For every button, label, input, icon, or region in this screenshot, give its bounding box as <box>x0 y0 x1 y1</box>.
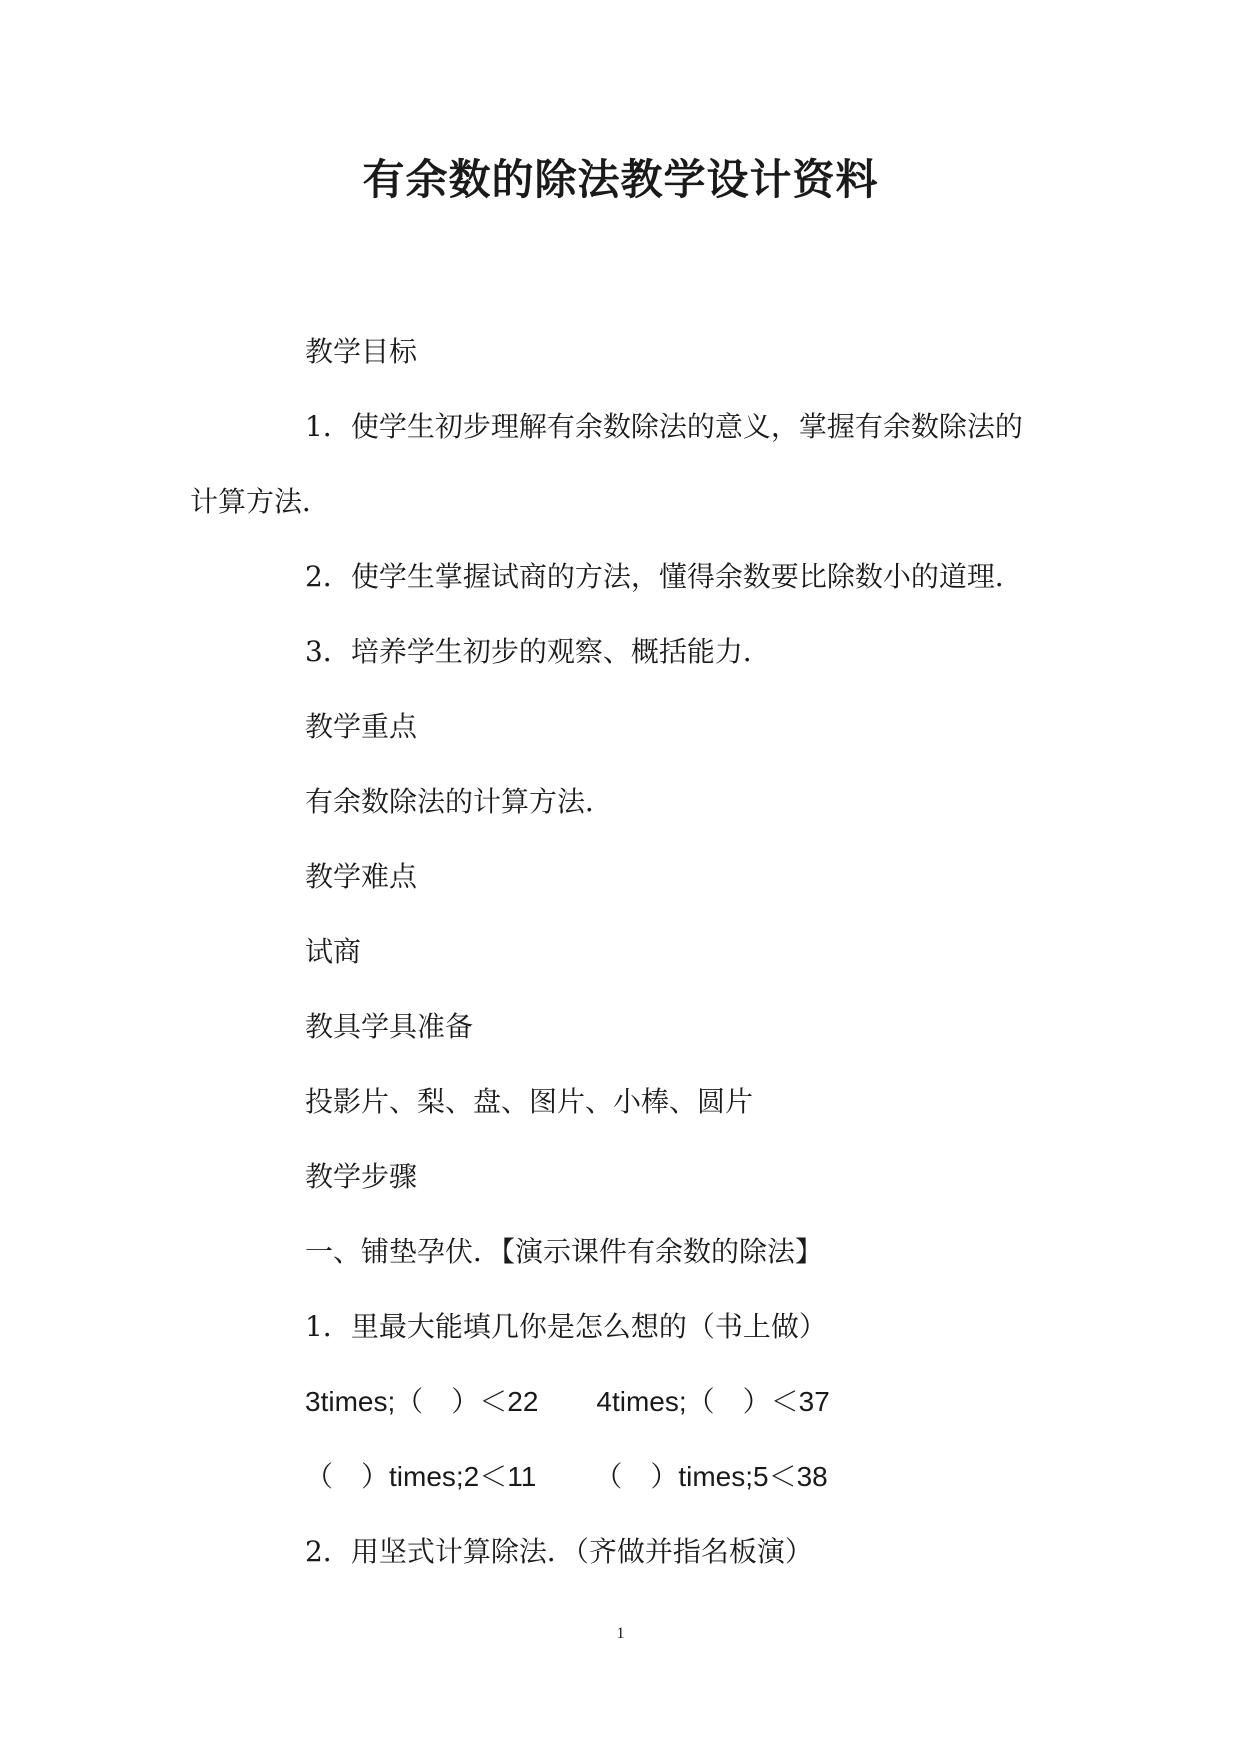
objective-2: 2．使学生掌握试商的方法，懂得余数要比除数小的道理． <box>305 560 1023 593</box>
exercise-row-1 <box>305 1382 830 1422</box>
materials-text: 投影片、梨、盘、图片、小棒、圆片 <box>305 1085 754 1118</box>
exercise-2b: （ ）times;5＜38 <box>594 1461 828 1492</box>
difficulty-text: 试商 <box>305 935 362 968</box>
exercise-1b: 4times;（ ）＜37 <box>596 1386 830 1417</box>
section-heading-objectives: 教学目标 <box>305 335 418 368</box>
objective-1-line-1: 1．使学生初步理解有余数除法的意义，掌握有余数除法的 <box>305 410 1023 443</box>
step-1-question: 1．里最大能填几你是怎么想的（书上做） <box>305 1310 827 1343</box>
exercise-2a: （ ）times;2＜11 <box>305 1461 537 1492</box>
step-1-heading: 一、铺垫孕伏．【演示课件有余数的除法】 <box>305 1235 824 1268</box>
objective-3: 3．培养学生初步的观察、概括能力． <box>305 635 771 668</box>
section-heading-steps: 教学步骤 <box>305 1160 418 1193</box>
step-2-instruction: 2．用坚式计算除法．（齐做并指名板演） <box>305 1535 813 1568</box>
document-title: 有余数的除法教学设计资料 <box>362 155 879 204</box>
section-heading-difficulties: 教学难点 <box>305 860 418 893</box>
exercise-row-2 <box>305 1457 828 1497</box>
key-point-text: 有余数除法的计算方法． <box>305 785 614 818</box>
section-heading-key-points: 教学重点 <box>305 710 418 743</box>
page-number: 1 <box>616 1625 625 1642</box>
objective-1-line-2: 计算方法． <box>190 485 331 518</box>
exercise-1a: 3times;（ ）＜22 <box>305 1386 539 1417</box>
section-heading-materials: 教具学具准备 <box>305 1010 474 1043</box>
